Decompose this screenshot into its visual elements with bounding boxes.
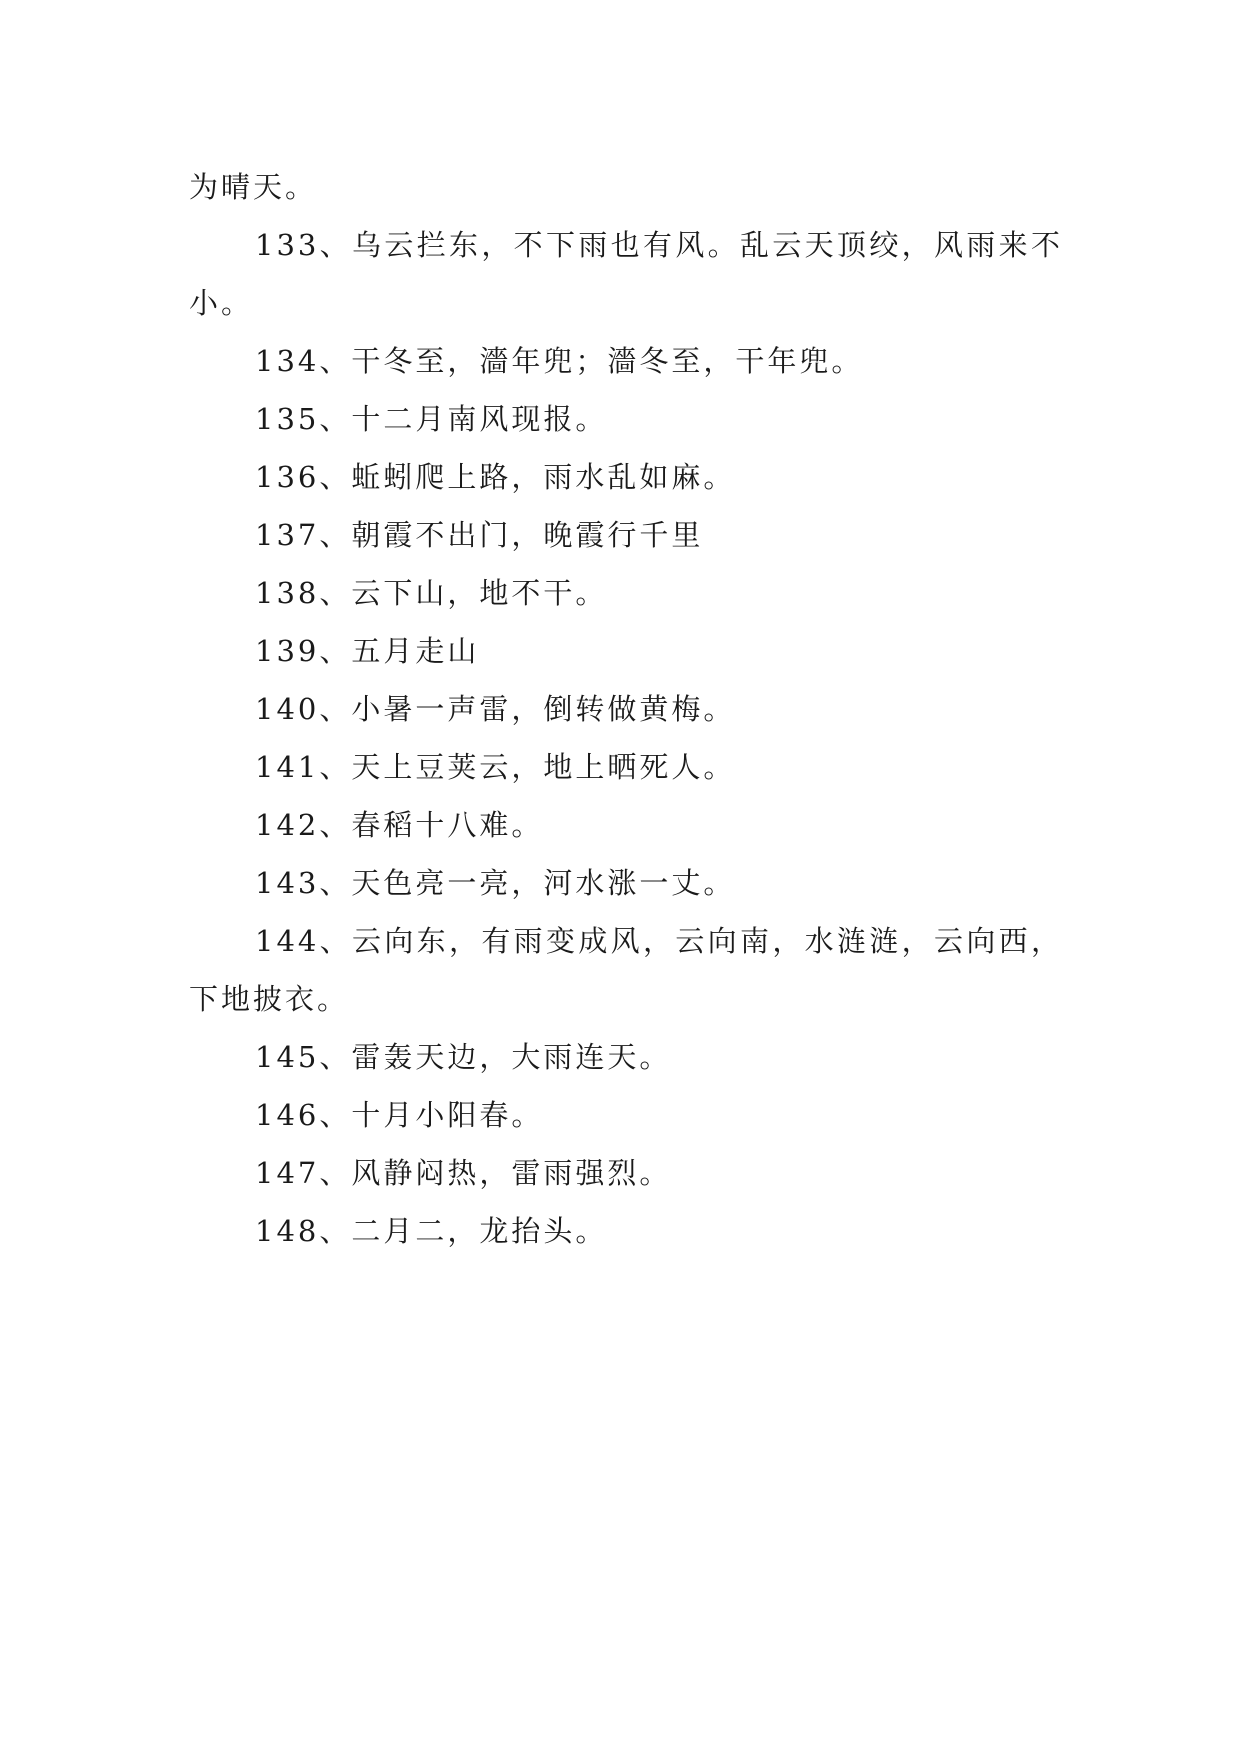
paragraph-133: 133、乌云拦东，不下雨也有风。乱云天顶绞，风雨来不小。 <box>189 228 1063 320</box>
paragraph-144: 144、云向东，有雨变成风，云向南，水涟涟，云向西，下地披衣。 <box>189 924 1063 1016</box>
paragraph-136: 136、蚯蚓爬上路，雨水乱如麻。 <box>255 460 736 494</box>
paragraph-142: 142、春稻十八难。 <box>255 808 544 842</box>
paragraph-continuation: 为晴天。 <box>189 170 318 204</box>
paragraph-135: 135、十二月南风现报。 <box>255 402 608 436</box>
paragraph-139: 139、五月走山 <box>255 634 480 668</box>
paragraph-140: 140、小暑一声雷，倒转做黄梅。 <box>255 692 736 726</box>
paragraph-141: 141、天上豆荚云，地上晒死人。 <box>255 750 736 784</box>
paragraph-146: 146、十月小阳春。 <box>255 1098 544 1132</box>
paragraph-145: 145、雷轰天边，大雨连天。 <box>255 1040 672 1074</box>
document-body <box>189 158 1063 1260</box>
paragraph-137: 137、朝霞不出门，晚霞行千里 <box>255 518 704 552</box>
paragraph-134: 134、干冬至，濇年兜；濇冬至，干年兜。 <box>255 344 864 378</box>
paragraph-138: 138、云下山，地不干。 <box>255 576 608 610</box>
paragraph-147: 147、风静闷热，雷雨强烈。 <box>255 1156 672 1190</box>
paragraph-148: 148、二月二，龙抬头。 <box>255 1214 608 1248</box>
paragraph-143: 143、天色亮一亮，河水涨一丈。 <box>255 866 736 900</box>
